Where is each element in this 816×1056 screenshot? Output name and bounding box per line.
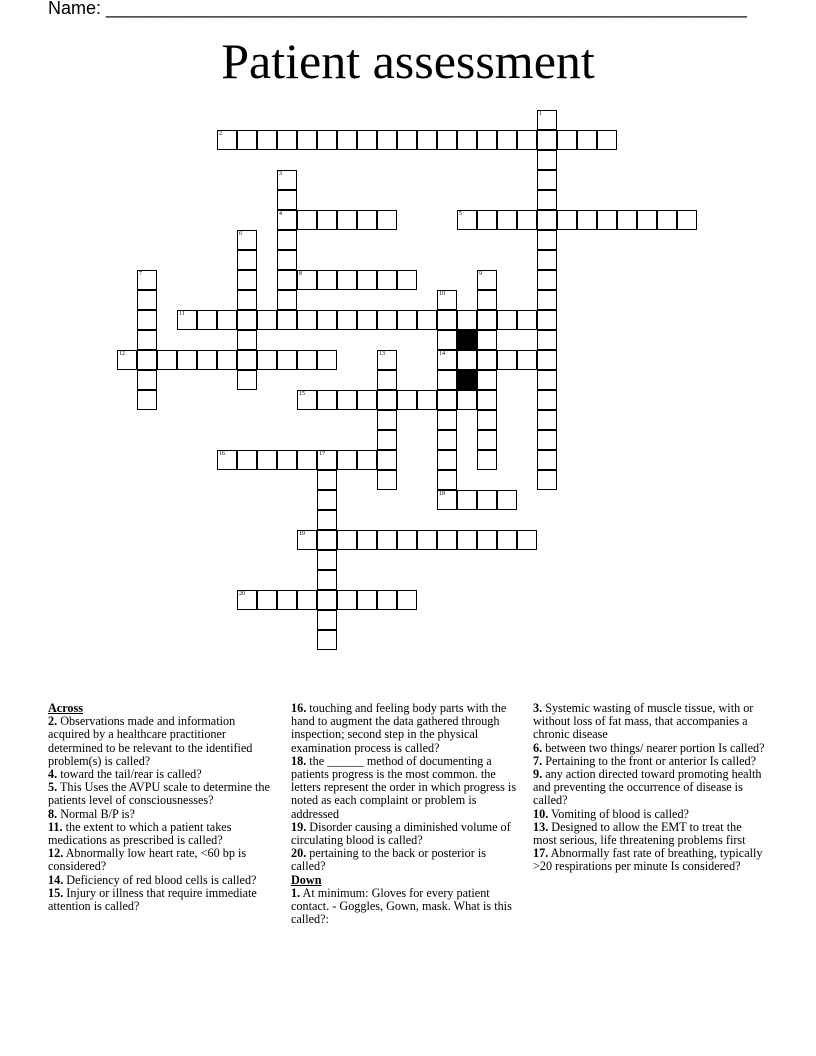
crossword-cell[interactable] [537,450,557,470]
crossword-cell[interactable] [537,370,557,390]
crossword-cell[interactable] [517,310,537,330]
clue-number: 5 [459,211,462,217]
clue-number: 2 [219,131,222,137]
crossword-cell[interactable] [537,390,557,410]
crossword-cell[interactable] [277,350,297,370]
crossword-cell[interactable] [477,430,497,450]
crossword-cell[interactable] [637,210,657,230]
down-heading: Down [291,872,322,887]
crossword-cell[interactable] [497,530,517,550]
crossword-cell[interactable] [317,450,337,470]
crossword-cell[interactable] [317,510,337,530]
crossword-cell[interactable] [497,130,517,150]
crossword-cell[interactable] [137,350,157,370]
crossword-cell[interactable] [337,270,357,290]
crossword-cell[interactable] [397,530,417,550]
clue-across-12: 12. Abnormally low heart rate, <60 bp is considered? [48,846,247,874]
crossword-cell[interactable] [217,130,237,150]
crossword-cell[interactable] [317,350,337,370]
crossword-cell[interactable] [137,270,157,290]
crossword-cell[interactable] [537,190,557,210]
crossword-cell[interactable] [297,530,317,550]
crossword-cell[interactable] [317,530,337,550]
crossword-cell[interactable] [257,310,277,330]
crossword-cell[interactable] [477,210,497,230]
crossword-cell[interactable] [377,390,397,410]
crossword-cell[interactable] [417,130,437,150]
clue-across-16: 16. touching and feeling body parts with the hand to augment the data gathered through inspection; second step in the physical examination process is called? [291,701,507,755]
crossword-cell[interactable] [437,370,457,390]
crossword-cell[interactable] [437,310,457,330]
clue-across-8: 8. Normal B/P is? [48,806,135,821]
crossword-cell[interactable] [477,390,497,410]
clue-down-7: 7. Pertaining to the front or anterior Is called? [533,753,757,768]
clue-number: 9 [479,271,482,277]
crossword-cell[interactable] [277,230,297,250]
clue-across-15: 15. Injury or illness that require immediate attention is called? [48,885,257,914]
name-field-line: Name: ________________________________________________________________ [48,0,747,18]
crossword-cell[interactable] [157,350,177,370]
crossword-cell[interactable] [477,130,497,150]
clue-down-3: 3. Systemic wasting of muscle tissue, with or without loss of fat mass, that accompanies a chronic disease [533,701,754,742]
crossword-cell[interactable] [397,390,417,410]
crossword-cell[interactable] [277,210,297,230]
crossword-cell[interactable] [277,590,297,610]
crossword-cell[interactable] [237,350,257,370]
clue-across-14: 14. Deficiency of red blood cells is called? [48,872,257,887]
crossword-cell[interactable] [297,390,317,410]
clue-number: 7 [139,271,142,277]
black-square [457,370,477,390]
crossword-cell[interactable] [137,290,157,310]
crossword-cell[interactable] [317,590,337,610]
clue-down-9: 9. any action directed toward promoting health and preventing the occurrence of disease is called? [533,767,762,808]
crossword-cell[interactable] [437,450,457,470]
clue-down-10: 10. Vomiting of blood is called? [533,806,689,821]
clues-column-1 [48,702,280,913]
crossword-cell[interactable] [417,310,437,330]
crossword-cell[interactable] [417,530,437,550]
clues-column-2 [291,702,523,926]
crossword-cell[interactable] [257,590,277,610]
crossword-cell[interactable] [237,270,257,290]
crossword-cell[interactable] [477,450,497,470]
crossword-cell[interactable] [357,130,377,150]
clues-column-3 [533,702,765,874]
crossword-cell[interactable] [537,470,557,490]
crossword-cell[interactable] [517,210,537,230]
crossword-cell[interactable] [537,330,557,350]
crossword-cell[interactable] [377,270,397,290]
crossword-cell[interactable] [437,350,457,370]
crossword-cell[interactable] [137,390,157,410]
across-heading: Across [48,701,83,715]
crossword-cell[interactable] [317,270,337,290]
clue-number: 20 [239,591,245,597]
crossword-cell[interactable] [437,490,457,510]
crossword-cell[interactable] [537,130,557,150]
crossword-cell[interactable] [317,630,337,650]
crossword-cell[interactable] [317,210,337,230]
clue-number: 15 [299,391,305,397]
crossword-cell[interactable] [457,390,477,410]
crossword-cell[interactable] [437,410,457,430]
crossword-cell[interactable] [537,290,557,310]
crossword-cell[interactable] [237,370,257,390]
crossword-cell[interactable] [137,370,157,390]
crossword-cell[interactable] [397,130,417,150]
crossword-cell[interactable] [377,210,397,230]
crossword-cell[interactable] [437,390,457,410]
crossword-cell[interactable] [297,130,317,150]
crossword-cell[interactable] [197,310,217,330]
crossword-cell[interactable] [397,270,417,290]
clue-number: 11 [179,311,185,317]
crossword-cell[interactable] [537,230,557,250]
crossword-cell[interactable] [337,310,357,330]
crossword-cell[interactable] [477,530,497,550]
crossword-cell[interactable] [457,530,477,550]
crossword-cell[interactable] [377,470,397,490]
crossword-cell[interactable] [117,350,137,370]
crossword-cell[interactable] [657,210,677,230]
crossword-cell[interactable] [317,610,337,630]
crossword-cell[interactable] [277,290,297,310]
crossword-cell[interactable] [377,450,397,470]
clue-number: 10 [439,291,445,297]
crossword-cell[interactable] [297,350,317,370]
crossword-cell[interactable] [377,590,397,610]
crossword-cell[interactable] [677,210,697,230]
crossword-cell[interactable] [457,490,477,510]
crossword-cell[interactable] [297,310,317,330]
crossword-cell[interactable] [437,290,457,310]
crossword-cell[interactable] [237,230,257,250]
clue-down-13: 13. Designed to allow the EMT to treat the most serious, life threatening problems first [533,819,746,848]
crossword-cell[interactable] [477,290,497,310]
crossword-cell[interactable] [277,130,297,150]
crossword-cell[interactable] [357,530,377,550]
crossword-cell[interactable] [517,350,537,370]
clue-number: 16 [219,451,225,457]
crossword-cell[interactable] [237,450,257,470]
crossword-cell[interactable] [297,210,317,230]
crossword-cell[interactable] [357,310,377,330]
crossword-cell[interactable] [597,130,617,150]
crossword-cell[interactable] [397,590,417,610]
crossword-cell[interactable] [217,350,237,370]
crossword-cell[interactable] [317,130,337,150]
crossword-cell[interactable] [377,430,397,450]
crossword-cell[interactable] [597,210,617,230]
crossword-cell[interactable] [537,310,557,330]
crossword-cell[interactable] [317,490,337,510]
crossword-cell[interactable] [277,190,297,210]
clue-number: 13 [379,351,385,357]
crossword-cell[interactable] [457,210,477,230]
crossword-cell[interactable] [537,250,557,270]
clue-across-2: 2. Observations made and information acquired by a healthcare practitioner determined to be relevant to the identified problem(s) is called? [48,714,253,768]
crossword-cell[interactable] [237,590,257,610]
crossword-cell[interactable] [477,490,497,510]
crossword-cell[interactable] [237,130,257,150]
crossword-cell[interactable] [437,430,457,450]
crossword-cell[interactable] [137,310,157,330]
crossword-cell[interactable] [477,330,497,350]
crossword-cell[interactable] [337,130,357,150]
crossword-cell[interactable] [217,450,237,470]
crossword-cell[interactable] [517,130,537,150]
crossword-cell[interactable] [357,450,377,470]
crossword-cell[interactable] [537,270,557,290]
crossword-cell[interactable] [237,330,257,350]
clue-number: 3 [279,171,282,177]
crossword-cell[interactable] [337,530,357,550]
clue-number: 6 [239,231,242,237]
crossword-cell[interactable] [417,390,437,410]
crossword-cell[interactable] [537,410,557,430]
crossword-cell[interactable] [377,410,397,430]
crossword-cell[interactable] [337,390,357,410]
clue-number: 19 [299,531,305,537]
crossword-cell[interactable] [377,310,397,330]
crossword-cell[interactable] [537,170,557,190]
crossword-cell[interactable] [537,430,557,450]
crossword-cell[interactable] [577,210,597,230]
crossword-cell[interactable] [177,310,197,330]
crossword-cell[interactable] [477,270,497,290]
page-title: Patient assessment [221,33,595,89]
crossword-cell[interactable] [277,170,297,190]
crossword-cell[interactable] [317,550,337,570]
crossword-cell[interactable] [557,130,577,150]
crossword-cell[interactable] [377,350,397,370]
crossword-cell[interactable] [377,130,397,150]
crossword-cell[interactable] [237,250,257,270]
clue-across-20: 20. pertaining to the back or posterior is called? [291,846,486,874]
crossword-cell[interactable] [497,490,517,510]
crossword-cell[interactable] [317,390,337,410]
crossword-cell[interactable] [437,130,457,150]
crossword-cell[interactable] [617,210,637,230]
clue-across-5: 5. This Uses the AVPU scale to determine the patients level of consciousnesses? [48,780,270,808]
crossword-cell[interactable] [557,210,577,230]
crossword-cell[interactable] [237,310,257,330]
black-square [457,330,477,350]
crossword-cell[interactable] [317,570,337,590]
clue-down-17: 17. Abnormally fast rate of breathing, typically >20 respirations per minute Is considered? [533,846,763,874]
crossword-cell[interactable] [357,390,377,410]
crossword-cell[interactable] [377,530,397,550]
clue-number: 12 [119,351,125,357]
crossword-cell[interactable] [477,350,497,370]
crossword-cell[interactable] [497,350,517,370]
clue-number: 1 [539,111,542,117]
crossword-cell[interactable] [357,590,377,610]
crossword-cell[interactable] [357,210,377,230]
clue-number: 8 [299,271,302,277]
crossword-cell[interactable] [337,590,357,610]
clue-down-1: 1. At minimum: Gloves for every patient contact. - Goggles, Gown, mask. What is this called?: [291,885,512,927]
crossword-cell[interactable] [577,130,597,150]
crossword-cell[interactable] [337,210,357,230]
crossword-cell[interactable] [257,450,277,470]
crossword-cell[interactable] [497,210,517,230]
crossword-cell[interactable] [217,310,237,330]
crossword-cell[interactable] [237,290,257,310]
crossword-cell[interactable] [457,130,477,150]
crossword-cell[interactable] [517,530,537,550]
crossword-cell[interactable] [277,250,297,270]
crossword-cell[interactable] [537,150,557,170]
crossword-cell[interactable] [297,450,317,470]
crossword-cell[interactable] [377,370,397,390]
crossword-cell[interactable] [257,350,277,370]
crossword-cell[interactable] [437,470,457,490]
crossword-cell[interactable] [477,370,497,390]
crossword-cell[interactable] [297,590,317,610]
crossword-cell[interactable] [317,470,337,490]
crossword-cell[interactable] [457,310,477,330]
crossword-cell[interactable] [437,530,457,550]
clue-number: 17 [319,451,325,457]
crossword-cell[interactable] [357,270,377,290]
clue-across-19: 19. Disorder causing a diminished volume of circulating blood is called? [291,819,511,848]
crossword-cell[interactable] [537,110,557,130]
clue-number: 4 [279,211,282,217]
crossword-cell[interactable] [297,270,317,290]
clue-across-18: 18. the ______ method of documenting a patients progress is the most common. the letters represent the order in which progress is noted as each complaint or problem is addressed [291,753,517,821]
crossword-cell[interactable] [337,450,357,470]
crossword-cell[interactable] [257,130,277,150]
crossword-cell[interactable] [277,270,297,290]
crossword-cell[interactable] [277,310,297,330]
crossword-cell[interactable] [537,210,557,230]
clue-across-11: 11. the extent to which a patient takes medications as prescribed is called? [48,819,232,848]
crossword-cell[interactable] [137,330,157,350]
crossword-cell[interactable] [477,310,497,330]
crossword-cell[interactable] [397,310,417,330]
clue-across-4: 4. toward the tail/rear is called? [48,767,202,782]
crossword-cell[interactable] [277,450,297,470]
crossword-cell[interactable] [537,350,557,370]
crossword-cell[interactable] [317,310,337,330]
crossword-cell[interactable] [497,310,517,330]
crossword-cell[interactable] [437,330,457,350]
clue-down-6: 6. between two things/ nearer portion Is called? [533,740,765,755]
crossword-cell[interactable] [177,350,197,370]
crossword-cell[interactable] [197,350,217,370]
crossword-cell[interactable] [457,350,477,370]
clue-number: 14 [439,351,445,357]
clue-number: 18 [439,491,445,497]
crossword-cell[interactable] [477,410,497,430]
